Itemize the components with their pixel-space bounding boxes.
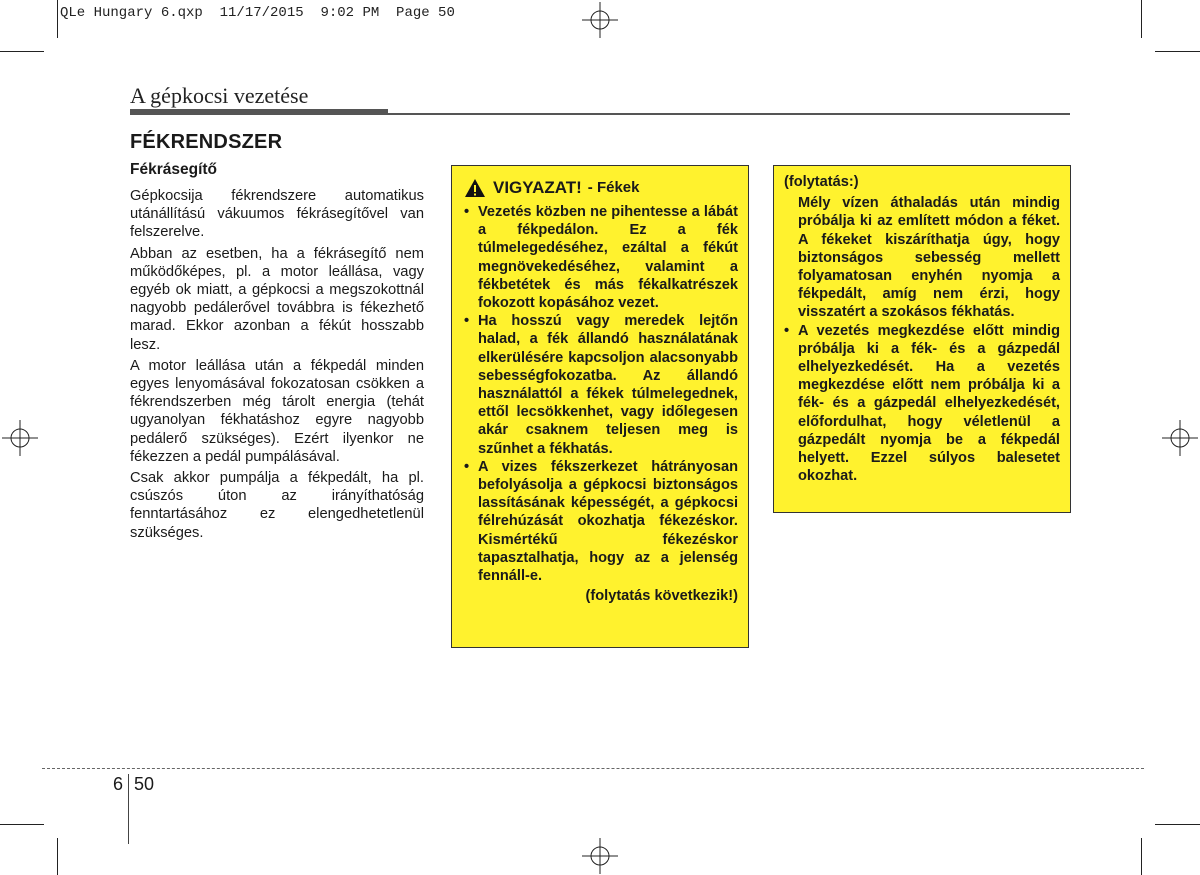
- continuation-bullet: • A vezetés megkezdése előtt mindig próbálja ki a fék- és a gázpedál elhelyezkedését. Ha a vezetés megkezdése előtt nem próbálja ki a fék- és a gázpedál elhelyezkedését, előfordulhat, hogy véletlenül a gázpedált nyomja be a fékpedál helyett. Ezzel súlyos balesetet okozhat.: [784, 322, 1060, 486]
- warning-title-text: VIGYAZAT!: [493, 177, 582, 197]
- warning-bullet: • A vizes fékszerkezet hátrányosan befolyásolja a gépkocsi biztonságos lassításának képességét, a gépkocsi félrehúzását okozhatja fékezéskor. Kismértékű fékezéskor tapasztalhatja, hogy az a jelenség fennáll-e.: [464, 458, 738, 585]
- print-slug: QLe Hungary 6.qxp 11/17/2015 9:02 PM Page 50: [60, 5, 455, 21]
- footer-divider: [128, 774, 129, 844]
- continuation-text: Mély vízen áthaladás után mindig próbálja ki az említett módon a féket. A fékeket kiszáríthatja úgy, hogy biztonságos sebesség mellett folyamatosan enyhén nyomja a fékpedált, amíg nem érzi, hogy visszatért a szokásos fékhatás.: [798, 195, 1060, 321]
- warning-bullet: • Vezetés közben ne pihentesse a lábát a fékpedálon. Ez a fék túlmelegedéséhez, ezáltal a fékút megnövekedéséhez, valamint a fékbetétek és más fékalkatrészek fokozott kopásához vezet.: [464, 203, 738, 312]
- crop-mark-bottom-left-h: [0, 824, 44, 825]
- warning-bullet: • Ha hosszú vagy meredek lejtőn halad, a fék állandó használatának elkerülésére kapcsoljon alacsonyabb sebességfokozatba. Az állandó használattól a fékek túlmelegednek, ettől lecsökkenhet, vagy időlegesen akár csaknem teljesen meg is szűnhet a fékhatás.: [464, 312, 738, 458]
- body-paragraph: Abban az esetben, ha a fékrásegítő nem működőképes, pl. a motor leállása, vagy egyéb ok miatt, a gépkocsi a megszokottnál nagyobb pedálerővel továbbra is fékezhető marad. Ekkor azonban a fékút hosszabb lesz.: [130, 245, 424, 353]
- header-rule-thin: [388, 113, 1070, 115]
- continuation-box: [773, 165, 1071, 513]
- crop-mark-top-right-v: [1141, 0, 1142, 38]
- continued-note: (folytatás következik!): [585, 588, 738, 605]
- registration-mark-icon: [2, 420, 38, 456]
- registration-mark-icon: [582, 838, 618, 874]
- crop-mark-top-left-h: [0, 51, 44, 52]
- chapter-title: A gépkocsi vezetése: [130, 83, 309, 108]
- section-title: FÉKRENDSZER: [130, 131, 283, 153]
- warning-box: [451, 165, 749, 648]
- crop-mark-bottom-right-h: [1155, 824, 1200, 825]
- footer-dashed-rule: [42, 768, 1144, 769]
- left-column: [130, 161, 424, 545]
- continuation-label: (folytatás:): [784, 174, 859, 190]
- crop-mark-top-left-v: [57, 0, 58, 38]
- crop-mark-bottom-right-v: [1141, 838, 1142, 875]
- warning-title: [464, 178, 738, 198]
- body-paragraph: A motor leállása után a fékpedál minden egyes lenyomásával fokozatosan csökken a fékrendszerben még tárolt energia (tehát ugyanolyan fékhatáshoz egyre nagyobb pedálerő szükséges). Ezért ilyenkor ne fékezzen a pedál pumpálásával.: [130, 357, 424, 465]
- footer-chapter-number: 6: [113, 774, 124, 794]
- subheading: Fékrásegítő: [130, 161, 218, 178]
- header-rule-thick: [130, 109, 388, 115]
- body-paragraph: Gépkocsija fékrendszere automatikus utánállítású vákuumos fékrásegítővel van felszerelve.: [130, 188, 424, 241]
- registration-mark-icon: [582, 2, 618, 38]
- footer-page-number: 50: [134, 774, 155, 794]
- warning-triangle-icon: [464, 178, 486, 198]
- crop-mark-top-right-h: [1155, 51, 1200, 52]
- registration-mark-icon: [1162, 420, 1198, 456]
- crop-mark-bottom-left-v: [57, 838, 58, 875]
- body-paragraph: Csak akkor pumpálja a fékpedált, ha pl. csúszós úton az irányíthatóság fenntartásához ez elengedhetetlenül szükséges.: [130, 470, 424, 541]
- warning-subtitle: - Fékek: [587, 178, 640, 196]
